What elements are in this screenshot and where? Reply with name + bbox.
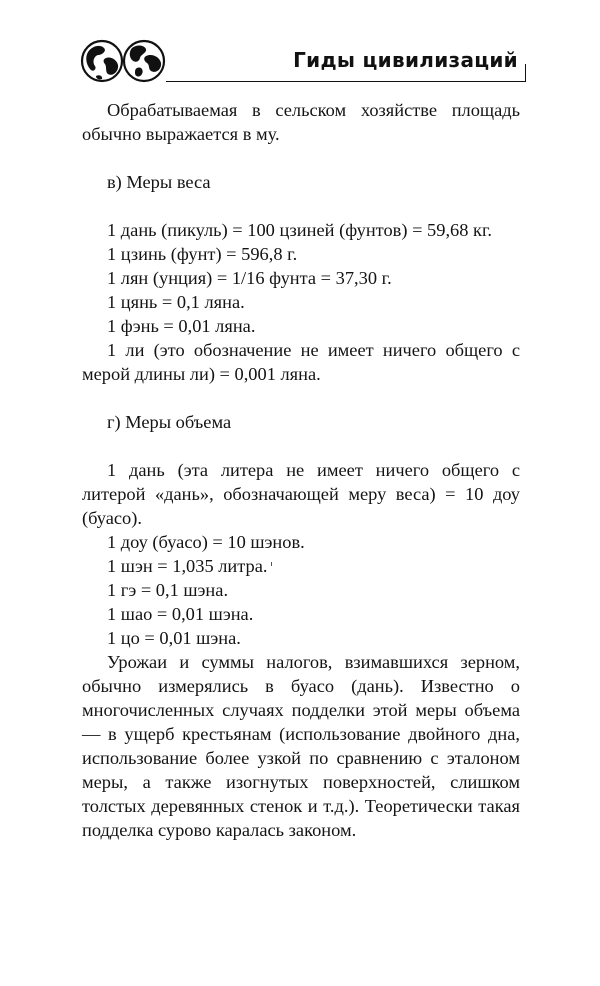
header-rule-end-tick <box>525 64 526 82</box>
weight-measure-item: 1 дань (пикуль) = 100 цзиней (фунтов) = 59,68 кг. <box>107 220 493 240</box>
spacer <box>82 434 520 458</box>
running-header-title: Гиды цивилизаций <box>293 48 518 72</box>
volume-measure-item: 1 цо = 0,01 шэна. <box>107 628 241 648</box>
header-rule <box>166 81 526 82</box>
right-globe-icon <box>124 41 164 81</box>
weight-measure-item: 1 цянь = 0,1 ляна. <box>107 292 245 312</box>
twin-globes-icon <box>80 38 166 84</box>
volume-section-heading: г) Меры объема <box>107 412 232 432</box>
closing-paragraph: Урожаи и суммы налогов, взимавшихся зерном, обычно измерялись в буасо (дань). Известно о многочисленных случаях подделки этой меры объема — в ущерб крестьянам (использование двойного дна, использование более узкой по сравнению с эталоном меры, а также изогнутых поверхностей, слишком толстых деревянных стенок и т.д.). Теоретически такая подделка сурово каралась законом. <box>82 652 520 840</box>
running-header <box>80 28 530 88</box>
print-speck <box>271 562 272 566</box>
volume-measure-item: 1 шэн = 1,035 литра. <box>107 556 268 576</box>
page-body <box>82 98 520 842</box>
spacer <box>82 386 520 410</box>
spacer <box>82 194 520 218</box>
weight-measure-item: 1 лян (унция) = 1/16 фунта = 37,30 г. <box>107 268 392 288</box>
left-globe-icon <box>82 41 122 81</box>
weight-measure-item: 1 фэнь = 0,01 ляна. <box>107 316 256 336</box>
intro-paragraph: Обрабатываемая в сельском хозяйстве площадь обычно выражается в му. <box>82 100 520 144</box>
volume-measure-item: 1 доу (буасо) = 10 шэнов. <box>107 532 305 552</box>
weight-measure-item: 1 цзинь (фунт) = 596,8 г. <box>107 244 298 264</box>
volume-measure-item: 1 гэ = 0,1 шэна. <box>107 580 229 600</box>
spacer <box>82 146 520 170</box>
volume-measure-item: 1 шао = 0,01 шэна. <box>107 604 254 624</box>
weight-measure-item: 1 ли (это обозначение не имеет ничего общего с мерой длины ли) = 0,001 ляна. <box>82 340 520 384</box>
weight-section-heading: в) Меры веса <box>107 172 211 192</box>
volume-measure-item: 1 дань (эта литера не имеет ничего общего с литерой «дань», обозначающей меру веса) = 10 доу (буасо). <box>82 460 520 528</box>
